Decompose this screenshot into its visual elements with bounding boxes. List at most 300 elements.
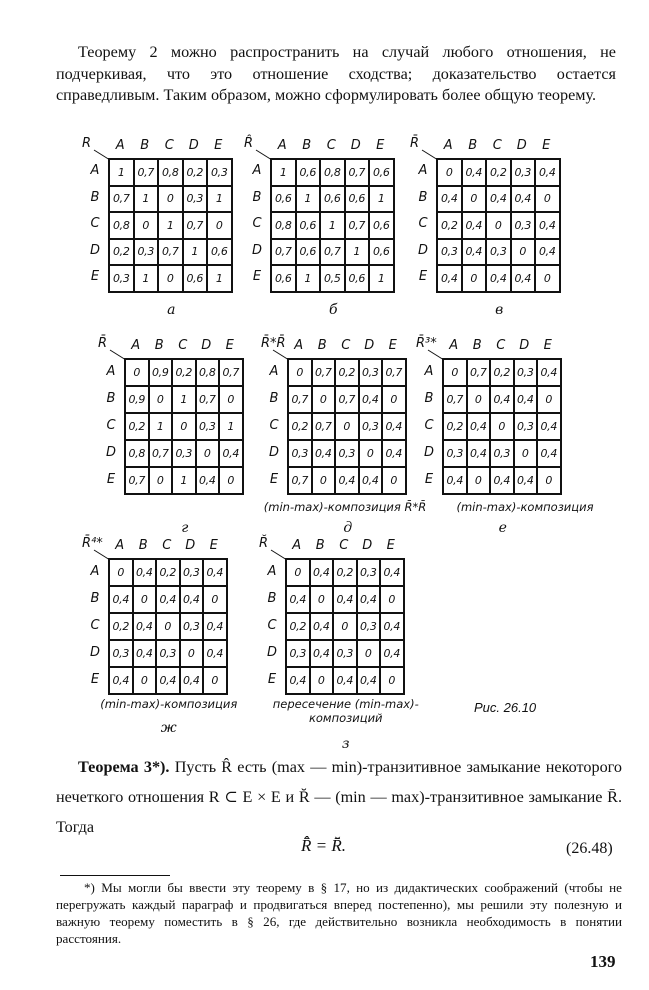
column-header: E <box>542 138 551 153</box>
row-header: E <box>424 471 434 487</box>
matrix-caption: пересечение (min-max)-композиций <box>272 697 419 725</box>
matrix-cell: 0 <box>286 559 310 586</box>
matrix-cell: 0,6 <box>369 239 394 266</box>
matrix-cell: 0,4 <box>333 586 357 613</box>
matrix-cell: 1 <box>134 265 159 292</box>
formula: R̄̂ = R̆̄. <box>301 836 346 855</box>
matrix-cell: 0 <box>537 467 561 494</box>
matrix-name: R̄*R̄ <box>261 336 286 351</box>
matrix-name: R̄⁴* <box>82 536 103 551</box>
column-header: B <box>154 338 164 353</box>
row-header: A <box>267 563 277 579</box>
matrix-cell: 0,2 <box>286 613 310 640</box>
column-header: C <box>341 338 351 353</box>
row-header: D <box>423 444 434 460</box>
matrix-cell: 0,9 <box>125 386 149 413</box>
matrix-cell: 0,4 <box>133 613 157 640</box>
row-header: E <box>267 671 277 687</box>
matrix-cell: 0 <box>333 613 357 640</box>
matrix-cell: 0,7 <box>183 212 208 239</box>
column-header: A <box>449 338 459 353</box>
matrix-cell: 0,2 <box>109 239 134 266</box>
matrix-cell: 0,4 <box>286 586 310 613</box>
column-header: B <box>472 338 482 353</box>
matrix-grid <box>285 558 405 695</box>
matrix-cell: 0 <box>125 359 149 386</box>
matrix-cell: 0,2 <box>490 359 514 386</box>
column-header: B <box>315 538 325 553</box>
matrix-cell: 1 <box>172 386 196 413</box>
row-header: B <box>90 590 100 606</box>
matrix-cell: 0 <box>380 586 404 613</box>
column-header: D <box>519 338 530 353</box>
matrix-cell: 0 <box>486 212 511 239</box>
matrix-cell: 0,4 <box>537 413 561 440</box>
matrix-cell: 0,4 <box>467 413 491 440</box>
column-header: E <box>388 338 397 353</box>
matrix-cell: 0,8 <box>196 359 220 386</box>
matrix-cell: 0,7 <box>335 386 359 413</box>
column-header: A <box>115 138 125 153</box>
matrix-cell: 0,6 <box>271 265 296 292</box>
matrix-cell: 0,6 <box>345 265 370 292</box>
matrix-cell: 0,6 <box>345 186 370 213</box>
column-header: E <box>376 138 385 153</box>
matrix-cell: 0,4 <box>357 586 381 613</box>
matrix-cell: 0,7 <box>219 359 243 386</box>
matrix-cell: 0,7 <box>382 359 406 386</box>
footnote-rule <box>60 875 170 876</box>
matrix-cell: 0 <box>203 667 227 694</box>
matrix-cell: 0,2 <box>183 159 208 186</box>
matrix-cell: 0,4 <box>109 667 133 694</box>
matrix-cell: 0,4 <box>180 586 204 613</box>
matrix-cell: 0 <box>158 265 183 292</box>
column-header: D <box>362 538 373 553</box>
column-header: B <box>317 338 327 353</box>
matrix-cell: 0,4 <box>382 413 406 440</box>
matrix-cell: 1 <box>183 239 208 266</box>
matrix-cell: 0,3 <box>180 613 204 640</box>
row-header: B <box>269 390 279 406</box>
matrix-cell: 0,3 <box>286 640 310 667</box>
matrix-grid <box>436 158 561 293</box>
matrix-cell: 0 <box>196 440 220 467</box>
column-header: A <box>277 138 287 153</box>
matrix-cell: 0 <box>312 467 336 494</box>
matrix-cell: 0,4 <box>359 467 383 494</box>
matrix-cell: 0,6 <box>296 159 321 186</box>
column-header: A <box>131 338 141 353</box>
matrix-cell: 0 <box>312 386 336 413</box>
matrix-cell: 0 <box>467 386 491 413</box>
intro-paragraph: Теорему 2 можно распространить на случай любого отношения, не подчеркивая, что это отношение сходства; доказательство остается справедливым. Таким образом, можно сформулировать более общую теорему. <box>56 43 616 104</box>
matrix-grid <box>270 158 395 293</box>
matrix-cell: 0,4 <box>514 467 538 494</box>
matrix-cell: 0 <box>310 586 334 613</box>
matrix-cell: 0,9 <box>149 359 173 386</box>
matrix-cell: 0,2 <box>333 559 357 586</box>
column-header: E <box>214 138 223 153</box>
matrix-cell: 0,3 <box>511 212 536 239</box>
matrix-cell: 0 <box>437 159 462 186</box>
matrix-caption: (min-max)-композиция R̄*R̄ <box>263 500 427 514</box>
theorem-3 <box>56 752 622 842</box>
column-header: A <box>443 138 453 153</box>
matrix-cell: 0,4 <box>335 467 359 494</box>
matrix-cell: 0,4 <box>537 359 561 386</box>
matrix-cell: 0 <box>490 413 514 440</box>
matrix-cell: 1 <box>219 413 243 440</box>
matrix-cell: 0,2 <box>443 413 467 440</box>
subfigure-letter: г <box>181 520 189 536</box>
matrix-cell: 0 <box>133 586 157 613</box>
matrix-cell: 0,6 <box>369 212 394 239</box>
matrix-cell: 0,3 <box>156 640 180 667</box>
row-header: A <box>252 163 262 179</box>
matrix-cell: 0 <box>382 467 406 494</box>
matrix-cell: 0 <box>134 212 159 239</box>
subfigure-letter: а <box>167 302 176 318</box>
matrix-cell: 0 <box>180 640 204 667</box>
matrix-cell: 0,4 <box>333 667 357 694</box>
matrix-cell: 0,7 <box>196 386 220 413</box>
row-header: A <box>424 363 434 379</box>
figure-label: Рис. 26.10 <box>474 700 537 715</box>
matrix-cell: 0,4 <box>535 159 560 186</box>
matrix-cell: 0,4 <box>380 640 404 667</box>
column-header: C <box>178 338 188 353</box>
matrix-cell: 0,4 <box>133 640 157 667</box>
matrix-cell: 0,6 <box>296 239 321 266</box>
matrix-caption: (min-max)-композиция <box>100 697 238 711</box>
matrix-cell: 0,2 <box>486 159 511 186</box>
subfigure-letter: д <box>343 520 353 536</box>
matrix-cell: 0,4 <box>490 386 514 413</box>
matrix-cell: 0 <box>380 667 404 694</box>
matrix-cell: 0,6 <box>207 239 232 266</box>
equation-number: (26.48) <box>566 840 613 857</box>
matrix-cell: 0,8 <box>125 440 149 467</box>
row-header: C <box>418 216 428 232</box>
column-header: C <box>164 138 174 153</box>
matrix-cell: 0,4 <box>511 186 536 213</box>
column-header: A <box>292 538 302 553</box>
row-header: D <box>417 242 428 258</box>
matrix-cell: 0,4 <box>380 559 404 586</box>
matrix-cell: 0,4 <box>156 667 180 694</box>
matrix-cell: 0,3 <box>359 359 383 386</box>
matrix-cell: 0 <box>443 359 467 386</box>
subfigure-letter: е <box>498 520 507 536</box>
row-header: A <box>418 163 428 179</box>
matrix-name: R̄³* <box>416 336 437 351</box>
matrix-cell: 0,4 <box>535 239 560 266</box>
matrix-cell: 0,2 <box>109 613 133 640</box>
matrix-cell: 0,8 <box>320 159 345 186</box>
matrix-cell: 0,3 <box>359 413 383 440</box>
matrix-cell: 0,8 <box>158 159 183 186</box>
matrix-cell: 0,2 <box>125 413 149 440</box>
matrix-cell: 0,6 <box>271 186 296 213</box>
matrix-cell: 1 <box>172 467 196 494</box>
column-header: E <box>543 338 552 353</box>
matrix-cell: 0,4 <box>486 186 511 213</box>
matrix-cell: 0,3 <box>490 440 514 467</box>
matrix-grid <box>108 158 233 293</box>
matrix-cell: 0,7 <box>288 467 312 494</box>
matrix-cell: 0,4 <box>156 586 180 613</box>
matrix-cell: 1 <box>369 186 394 213</box>
matrix-cell: 0,4 <box>437 186 462 213</box>
matrix-cell: 1 <box>134 186 159 213</box>
row-header: C <box>424 417 434 433</box>
column-header: D <box>201 338 212 353</box>
matrix-cell: 0 <box>357 640 381 667</box>
matrix-cell: 0,7 <box>271 239 296 266</box>
column-header: A <box>115 538 125 553</box>
matrix-cell: 0,8 <box>271 212 296 239</box>
matrix-cell: 0,6 <box>183 265 208 292</box>
matrix-cell: 0 <box>172 413 196 440</box>
matrix-cell: 0,4 <box>537 440 561 467</box>
matrix-cell: 0,7 <box>312 359 336 386</box>
matrix-cell: 0,7 <box>443 386 467 413</box>
row-header: D <box>89 242 100 258</box>
subfigure-letter: ж <box>160 720 177 736</box>
matrix-name: R̄ <box>410 136 420 151</box>
matrix-cell: 0,7 <box>134 159 159 186</box>
matrix-cell: 0,4 <box>490 467 514 494</box>
matrix-cell: 0,4 <box>437 265 462 292</box>
matrix-cell: 0,4 <box>462 212 487 239</box>
matrix-cell: 0,7 <box>345 212 370 239</box>
matrix-grid <box>442 358 562 495</box>
subfigure-letter: в <box>495 302 504 318</box>
matrix-cell: 0 <box>109 559 133 586</box>
matrix-cell: 0 <box>537 386 561 413</box>
page-number: 139 <box>590 952 616 971</box>
matrix-cell: 0,6 <box>369 159 394 186</box>
matrix-cell: 0,2 <box>172 359 196 386</box>
column-header: C <box>326 138 336 153</box>
matrix-cell: 0,4 <box>133 559 157 586</box>
matrix-cell: 0,3 <box>437 239 462 266</box>
matrix-cell: 0,3 <box>134 239 159 266</box>
matrix-cell: 0,4 <box>357 667 381 694</box>
column-header: D <box>188 138 199 153</box>
column-header: E <box>209 538 218 553</box>
matrix-cell: 0 <box>514 440 538 467</box>
matrix-cell: 0,2 <box>335 359 359 386</box>
matrix-cell: 1 <box>320 212 345 239</box>
matrix-cell: 0 <box>149 467 173 494</box>
row-header: A <box>106 363 116 379</box>
matrix-cell: 0,7 <box>288 386 312 413</box>
matrix-cell: 0,8 <box>109 212 134 239</box>
matrix-cell: 0,4 <box>109 586 133 613</box>
matrix-cell: 0 <box>288 359 312 386</box>
matrix-cell: 0,7 <box>125 467 149 494</box>
row-header: E <box>252 269 262 285</box>
column-header: D <box>364 338 375 353</box>
row-header: A <box>90 163 100 179</box>
matrix-cell: 0,4 <box>203 613 227 640</box>
matrix-grid <box>287 358 407 495</box>
matrix-cell: 0,4 <box>382 440 406 467</box>
matrix-cell: 0,3 <box>514 413 538 440</box>
row-header: B <box>90 189 100 205</box>
row-header: A <box>90 563 100 579</box>
matrix-cell: 0,3 <box>109 265 134 292</box>
matrix-cell: 0,4 <box>310 559 334 586</box>
matrix-cell: 0,4 <box>462 239 487 266</box>
matrix-cell: 0,6 <box>320 186 345 213</box>
row-header: D <box>251 242 262 258</box>
matrix-cell: 0,4 <box>310 613 334 640</box>
matrix-grid <box>124 358 244 495</box>
matrix-cell: 0 <box>535 265 560 292</box>
matrix-cell: 0 <box>467 467 491 494</box>
matrix-cell: 0,3 <box>288 440 312 467</box>
row-header: E <box>106 471 116 487</box>
matrix-cell: 1 <box>207 186 232 213</box>
matrix-cell: 0,3 <box>172 440 196 467</box>
matrix-cell: 0,7 <box>312 413 336 440</box>
theorem-title: Теорема 3*). <box>78 758 170 776</box>
matrix-cell: 0,7 <box>149 440 173 467</box>
footnote: *) Мы могли бы ввести эту теорему в § 17, но из дидактических соображений (чтобы не перегружать каждый параграф и продвигаться вперед постепенно), мы решили эту полезную и важную теорему поместить в § 26, где действительно возникла необходимость в понятии расстояния. <box>56 880 622 946</box>
matrix-cell: 0 <box>207 212 232 239</box>
matrix-cell: 0,4 <box>535 212 560 239</box>
matrix-cell: 0 <box>462 186 487 213</box>
column-header: B <box>302 138 312 153</box>
matrix-cell: 0,3 <box>183 186 208 213</box>
matrix-cell: 0,3 <box>443 440 467 467</box>
column-header: B <box>138 538 148 553</box>
matrix-cell: 0 <box>359 440 383 467</box>
matrix-cell: 0,3 <box>486 239 511 266</box>
column-header: D <box>350 138 361 153</box>
column-header: E <box>386 538 395 553</box>
matrix-cell: 0,2 <box>437 212 462 239</box>
row-header: C <box>269 417 279 433</box>
matrix-cell: 0 <box>158 186 183 213</box>
matrix-cell: 0,3 <box>196 413 220 440</box>
matrix-cell: 0,7 <box>109 186 134 213</box>
matrix-cell: 0,3 <box>357 559 381 586</box>
column-header: B <box>468 138 478 153</box>
matrix-cell: 0,4 <box>514 386 538 413</box>
matrix-cell: 1 <box>296 186 321 213</box>
row-header: B <box>267 590 277 606</box>
row-header: D <box>268 444 279 460</box>
row-header: A <box>269 363 279 379</box>
column-header: C <box>492 138 502 153</box>
matrix-cell: 1 <box>369 265 394 292</box>
row-header: B <box>106 390 116 406</box>
matrix-cell: 0 <box>149 386 173 413</box>
matrix-cell: 1 <box>149 413 173 440</box>
matrix-cell: 0,7 <box>467 359 491 386</box>
matrix-cell: 0 <box>219 467 243 494</box>
matrix-cell: 0,4 <box>462 159 487 186</box>
matrix-cell: 0,3 <box>514 359 538 386</box>
matrix-cell: 0,3 <box>180 559 204 586</box>
column-header: C <box>339 538 349 553</box>
matrix-cell: 1 <box>345 239 370 266</box>
column-header: A <box>294 338 304 353</box>
row-header: C <box>90 617 100 633</box>
row-header: C <box>106 417 116 433</box>
matrix-cell: 0,4 <box>180 667 204 694</box>
row-header: E <box>90 269 100 285</box>
matrix-name: R̄ <box>98 336 108 351</box>
row-header: B <box>252 189 262 205</box>
row-header: E <box>418 269 428 285</box>
matrix-cell: 1 <box>207 265 232 292</box>
subfigure-letter: б <box>328 302 338 318</box>
matrix-cell: 0,3 <box>333 640 357 667</box>
matrix-cell: 0 <box>462 265 487 292</box>
matrix-cell: 0 <box>156 613 180 640</box>
matrix-cell: 0,2 <box>156 559 180 586</box>
matrix-name: R <box>82 136 92 151</box>
row-header: E <box>269 471 279 487</box>
column-header: C <box>162 538 172 553</box>
matrix-cell: 0,3 <box>335 440 359 467</box>
row-header: D <box>105 444 116 460</box>
matrix-cell: 0,4 <box>196 467 220 494</box>
matrix-cell: 0,3 <box>357 613 381 640</box>
column-header: E <box>225 338 234 353</box>
theorem-text: Пусть R̂ есть (max — min)-транзитивное замыкание некоторого нечеткого отношения R ⊂ E × E и R̆ — (min — max)-транзитивное замыкание R̄. Тогда <box>56 758 622 836</box>
matrix-cell: 0,6 <box>296 212 321 239</box>
subfigure-letter: з <box>341 736 350 752</box>
matrix-cell: 1 <box>296 265 321 292</box>
matrix-cell: 0 <box>335 413 359 440</box>
column-header: D <box>516 138 527 153</box>
matrix-cell: 0 <box>382 386 406 413</box>
matrix-caption: (min-max)-композиция <box>456 500 594 514</box>
matrix-cell: 1 <box>158 212 183 239</box>
column-header: B <box>140 138 150 153</box>
matrix-cell: 1 <box>109 159 134 186</box>
matrix-cell: 0,3 <box>511 159 536 186</box>
matrix-grid <box>108 558 228 695</box>
matrix-cell: 0,4 <box>203 640 227 667</box>
row-header: B <box>418 189 428 205</box>
row-header: D <box>89 644 100 660</box>
matrix-cell: 0,4 <box>443 467 467 494</box>
row-header: E <box>90 671 100 687</box>
matrix-cell: 0,7 <box>158 239 183 266</box>
matrix-cell: 0,4 <box>511 265 536 292</box>
matrix-cell: 0,4 <box>467 440 491 467</box>
column-header: D <box>185 538 196 553</box>
row-header: D <box>266 644 277 660</box>
matrix-cell: 0,4 <box>219 440 243 467</box>
matrix-cell: 0,4 <box>310 640 334 667</box>
matrix-cell: 0 <box>219 386 243 413</box>
matrix-cell: 0 <box>310 667 334 694</box>
matrix-name: R̆ <box>259 536 269 551</box>
matrix-cell: 0,2 <box>288 413 312 440</box>
matrix-cell: 0,7 <box>320 239 345 266</box>
matrix-cell: 0 <box>133 667 157 694</box>
matrix-cell: 0,5 <box>320 265 345 292</box>
matrix-name: R̂ <box>244 136 254 151</box>
